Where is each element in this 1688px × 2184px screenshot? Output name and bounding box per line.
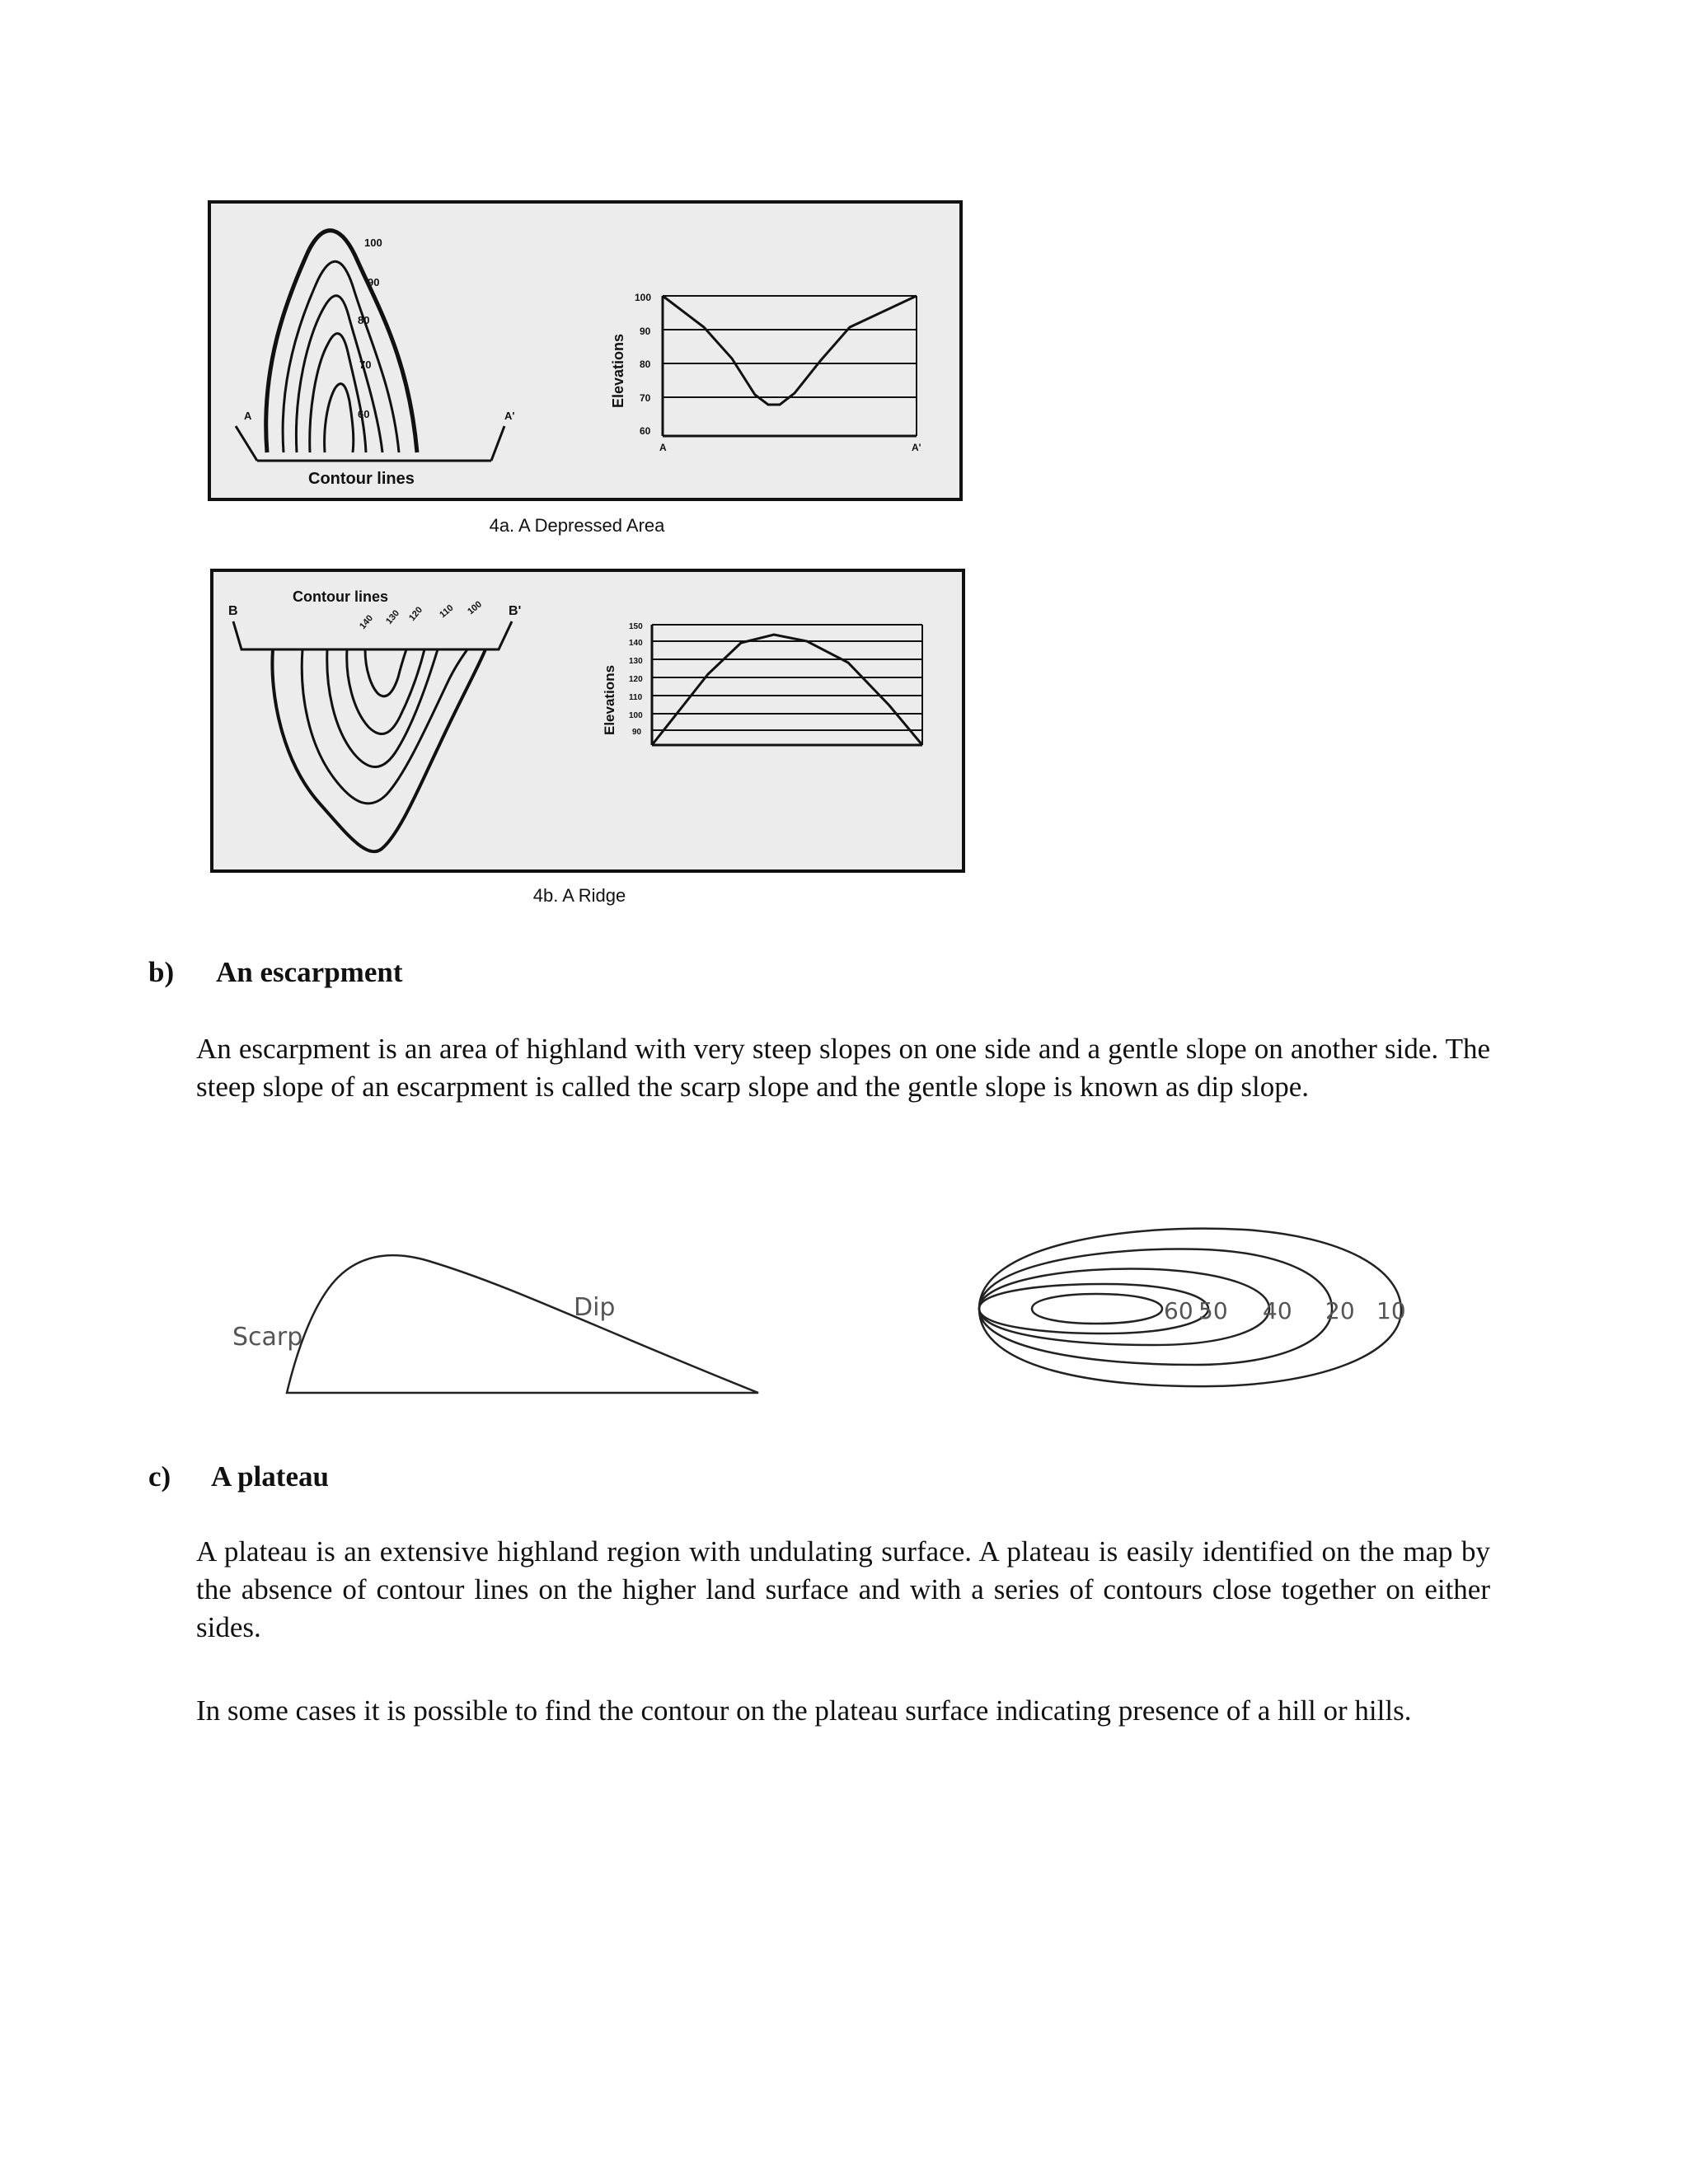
profile-tick-90: 90 bbox=[640, 326, 651, 337]
contour-value-20: 20 bbox=[1325, 1297, 1355, 1324]
contour-line-90 bbox=[283, 261, 399, 452]
ridge-tick-100: 100 bbox=[629, 711, 643, 720]
plateau-paragraph-1: A plateau is an extensive highland region with undulating surface. A plateau is easily identified on the map by the absence of contour lines on the higher land surface and with a series of contours close together on either sides. bbox=[196, 1535, 1490, 1643]
contour-value-60: 60 bbox=[358, 408, 370, 420]
escarpment-paragraph: An escarpment is an area of highland with very steep slopes on one side and a gentle slope on another side. The steep slope of an escarpment is called the scarp slope and the gentle slope is known as dip slope. bbox=[196, 1033, 1490, 1103]
ridge-tick-150: 150 bbox=[629, 622, 643, 631]
section-line-b bbox=[233, 621, 512, 649]
contour-lines-label: Contour lines bbox=[308, 470, 415, 488]
ridge-value-120: 120 bbox=[407, 605, 425, 623]
plateau-heading bbox=[148, 1460, 329, 1493]
plateau-title: A plateau bbox=[211, 1460, 329, 1493]
ridge-tick-110: 110 bbox=[629, 693, 643, 702]
contour-lines-label-b: Contour lines bbox=[293, 588, 388, 605]
figure-4b-caption: 4b. A Ridge bbox=[532, 885, 626, 906]
ridge-tick-130: 130 bbox=[629, 657, 643, 666]
figure-4b-drawing bbox=[213, 572, 962, 869]
section-line-a-end bbox=[491, 426, 504, 461]
ridge-profile-graph bbox=[652, 625, 922, 745]
section-end-label-b: B' bbox=[509, 604, 522, 618]
ridge-contour-140 bbox=[365, 649, 406, 696]
ridge-tick-90: 90 bbox=[632, 728, 642, 737]
contour-line-70 bbox=[310, 334, 366, 452]
ridge-value-100: 100 bbox=[466, 599, 484, 617]
plateau-label: c) bbox=[148, 1460, 171, 1493]
escarpment-profile-outline bbox=[287, 1255, 758, 1393]
ridge-contour-100 bbox=[272, 649, 485, 851]
contour-line-60 bbox=[325, 384, 354, 452]
figure-4a-caption: 4a. A Depressed Area bbox=[489, 515, 665, 536]
contour-value-60: 60 bbox=[1164, 1297, 1193, 1324]
ridge-tick-140: 140 bbox=[629, 639, 643, 648]
scarp-label: Scarp bbox=[232, 1323, 303, 1352]
depression-profile-graph bbox=[663, 296, 917, 436]
ridge-value-110: 110 bbox=[438, 602, 456, 621]
ridge-value-130: 130 bbox=[384, 608, 402, 626]
escarpment-heading bbox=[148, 956, 403, 989]
escarpment-profile-diagram bbox=[214, 1228, 791, 1426]
profile-tick-60: 60 bbox=[640, 425, 651, 437]
plateau-paragraph-2: In some cases it is possible to find the contour on the plateau surface indicating presence of a hill or hills. bbox=[196, 1694, 1412, 1727]
escarpment-title: An escarpment bbox=[216, 956, 403, 988]
escarpment-label: b) bbox=[148, 956, 175, 988]
section-start-label-b: B bbox=[228, 604, 238, 618]
depression-profile-curve bbox=[663, 296, 917, 405]
ridge-contour-map bbox=[233, 621, 512, 851]
profile-x-start: A bbox=[659, 442, 667, 453]
section-end-label: A' bbox=[504, 410, 515, 422]
ridge-value-140: 140 bbox=[358, 613, 376, 631]
ridge-axis-label: Elevations bbox=[602, 664, 617, 735]
contour-value-70: 70 bbox=[359, 359, 372, 371]
profile-tick-80: 80 bbox=[640, 359, 651, 370]
figure-4b-ridge bbox=[210, 569, 965, 873]
contour-value-80: 80 bbox=[358, 314, 370, 326]
dip-label: Dip bbox=[574, 1293, 616, 1322]
figure-4a-depressed-area bbox=[208, 200, 963, 501]
profile-axis-label: Elevations bbox=[610, 333, 626, 408]
contour-value-40: 40 bbox=[1263, 1297, 1292, 1324]
contour-value-50: 50 bbox=[1198, 1297, 1228, 1324]
contour-line-60 bbox=[1032, 1294, 1162, 1324]
ridge-contour-120 bbox=[327, 649, 438, 767]
ridge-tick-120: 120 bbox=[629, 675, 643, 684]
depression-contour-map bbox=[236, 231, 504, 461]
section-line-a bbox=[236, 426, 257, 461]
profile-tick-70: 70 bbox=[640, 392, 651, 404]
ridge-profile-curve bbox=[652, 635, 922, 745]
profile-tick-100: 100 bbox=[635, 292, 652, 303]
profile-x-end: A' bbox=[912, 442, 921, 453]
contour-value-90: 90 bbox=[368, 276, 380, 288]
escarpment-contour-diagram bbox=[964, 1212, 1426, 1401]
figure-4a-drawing bbox=[211, 204, 959, 498]
contour-value-10: 10 bbox=[1376, 1297, 1406, 1324]
contour-value-100: 100 bbox=[364, 237, 382, 249]
section-start-label: A bbox=[244, 410, 252, 422]
